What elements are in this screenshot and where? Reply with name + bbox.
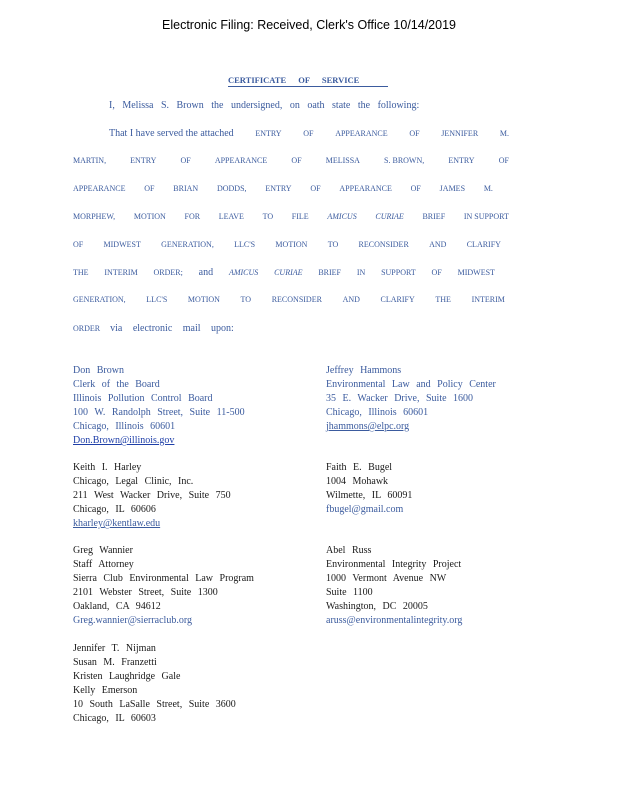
body-word: OF xyxy=(144,184,155,193)
body-word: APPEARANCE xyxy=(214,156,268,165)
recipient-email[interactable]: Greg.wannier@sierraclub.org xyxy=(73,615,192,626)
body-line-3 xyxy=(73,184,493,193)
recipient-line: Chicago, Illinois 60601 xyxy=(326,407,429,418)
recipient-line: Chicago, IL 60606 xyxy=(73,504,156,515)
recipient-line: Staff Attorney xyxy=(73,559,134,570)
body-word: GENERATION, xyxy=(161,240,214,249)
body-word: LEAVE xyxy=(218,212,244,221)
body-word: CURIAE xyxy=(274,268,303,277)
body-word: OF xyxy=(180,156,191,165)
body-word: AMICUS xyxy=(228,268,259,277)
recipient-name: Abel Russ xyxy=(326,545,372,556)
recipient-email[interactable]: aruss@environmentalintegrity.org xyxy=(326,615,463,626)
recipient-block-greg-wannier xyxy=(73,544,254,628)
body-word: MOTION xyxy=(275,240,308,249)
recipient-line: Clerk of the Board xyxy=(73,379,160,390)
recipient-line: Sierra Club Environmental Law Program xyxy=(73,573,254,584)
body-word: LLC'S xyxy=(234,240,256,249)
body-word: M. xyxy=(499,129,509,138)
body-line-2 xyxy=(73,156,509,165)
recipient-line: Suite 1100 xyxy=(326,587,373,598)
body-word: RECONSIDER xyxy=(271,295,322,304)
recipient-line: Washington, DC 20005 xyxy=(326,601,428,612)
intro-statement: I, Melissa S. Brown the undersigned, on oath state the following: xyxy=(109,100,420,111)
body-word: OF xyxy=(409,129,420,138)
body-word: MELISSA xyxy=(325,156,360,165)
body-word: IN xyxy=(356,268,366,277)
body-word: M. xyxy=(483,184,493,193)
recipient-email-link[interactable]: jhammons@elpc.org xyxy=(326,421,410,432)
body-word: MARTIN, xyxy=(73,156,107,165)
body-line-1 xyxy=(109,128,509,139)
body-line-4 xyxy=(73,212,509,221)
body-word: APPEARANCE xyxy=(73,184,126,193)
recipient-name: Keith I. Harley xyxy=(73,462,142,473)
body-word: BRIEF xyxy=(318,268,341,277)
body-word: FOR xyxy=(184,212,201,221)
recipient-line: 10 South LaSalle Street, Suite 3600 xyxy=(73,699,236,710)
recipient-block-abel-russ xyxy=(326,544,462,628)
body-word: APPEARANCE xyxy=(335,129,388,138)
recipient-line: 100 W. Randolph Street, Suite 11-500 xyxy=(73,407,245,418)
body-word: TO xyxy=(262,212,274,221)
body-word: JAMES xyxy=(439,184,466,193)
recipient-name: Don Brown xyxy=(73,365,124,376)
body-word: OF xyxy=(291,156,302,165)
recipient-line: Illinois Pollution Control Board xyxy=(73,393,213,404)
body-word: OF xyxy=(310,184,321,193)
body-word: CLARIFY xyxy=(466,240,501,249)
body-word: GENERATION, xyxy=(73,295,126,304)
body-word: ENTRY xyxy=(130,156,157,165)
body-word: INTERIM xyxy=(104,268,138,277)
recipient-name: Faith E. Bugel xyxy=(326,462,393,473)
recipient-line: Oakland, CA 94612 xyxy=(73,601,161,612)
body-word: TO xyxy=(240,295,252,304)
body-line-6 xyxy=(73,267,495,278)
body-word: ENTRY xyxy=(255,129,282,138)
body-word: DODDS, xyxy=(216,184,247,193)
recipient-name: Susan M. Franzetti xyxy=(73,657,157,668)
body-word: CURIAE xyxy=(375,212,404,221)
recipient-line: 211 West Wacker Drive, Suite 750 xyxy=(73,490,231,501)
recipient-block-faith-bugel xyxy=(326,461,412,517)
body-word: MIDWEST xyxy=(457,268,495,277)
body-word: ENTRY xyxy=(448,156,475,165)
body-word: JENNIFER xyxy=(441,129,479,138)
body-line-5 xyxy=(73,240,501,249)
body-line-7 xyxy=(73,295,505,304)
recipient-line: Environmental Law and Policy Center xyxy=(326,379,496,390)
recipient-line: Chicago, IL 60603 xyxy=(73,713,156,724)
body-word: RECONSIDER xyxy=(358,240,409,249)
body-word: CLARIFY xyxy=(380,295,415,304)
recipient-line: Chicago, Legal Clinic, Inc. xyxy=(73,476,194,487)
body-word: OF xyxy=(73,240,84,249)
body-word: That I have served the attached xyxy=(109,128,234,139)
body-word: ENTRY xyxy=(265,184,292,193)
body-word: MORPHEW, xyxy=(73,212,116,221)
recipient-line: 35 E. Wacker Drive, Suite 1600 xyxy=(326,393,474,404)
recipient-name: Jeffrey Hammons xyxy=(326,365,402,376)
recipient-block-jennifer-nijman xyxy=(73,642,236,726)
body-word: APPEARANCE xyxy=(339,184,392,193)
body-word: OF xyxy=(431,268,442,277)
body-word: ORDER; xyxy=(153,268,183,277)
body-word: MOTION xyxy=(187,295,220,304)
body-word: BRIEF xyxy=(422,212,446,221)
body-word: THE xyxy=(435,295,451,304)
body-word: MOTION xyxy=(133,212,166,221)
body-word: LLC'S xyxy=(146,295,168,304)
body-word: THE xyxy=(73,268,89,277)
body-word: and xyxy=(198,267,214,278)
recipient-email[interactable]: fbugel@gmail.com xyxy=(326,504,404,515)
body-word: AMICUS xyxy=(327,212,357,221)
recipient-line: 2101 Webster Street, Suite 1300 xyxy=(73,587,218,598)
certificate-title: CERTIFICATE OF SERVICE xyxy=(228,75,388,87)
body-word: IN SUPPORT xyxy=(463,212,509,221)
recipient-email-link[interactable]: kharley@kentlaw.edu xyxy=(73,518,161,529)
body-word: S. BROWN, xyxy=(384,156,425,165)
body-word: BRIAN xyxy=(173,184,199,193)
body-word: TO xyxy=(327,240,339,249)
body-word: INTERIM xyxy=(471,295,505,304)
filing-stamp: Electronic Filing: Received, Clerk's Office 10/14/2019 xyxy=(162,18,456,32)
recipient-name: Greg Wannier xyxy=(73,545,133,556)
recipient-name: Kelly Emerson xyxy=(73,685,138,696)
recipient-block-don-brown xyxy=(73,364,245,448)
recipient-name: Jennifer T. Nijman xyxy=(73,643,156,654)
recipient-line: Chicago, Illinois 60601 xyxy=(73,421,176,432)
body-word: ORDER xyxy=(73,324,101,333)
body-word: AND xyxy=(429,240,447,249)
body-word: MIDWEST xyxy=(103,240,141,249)
body-word: SUPPORT xyxy=(381,268,416,277)
recipient-line: 1000 Vermont Avenue NW xyxy=(326,573,447,584)
body-word: FILE xyxy=(291,212,309,221)
recipient-email-link[interactable]: Don.Brown@illinois.gov xyxy=(73,435,175,446)
body-word: AND xyxy=(342,295,360,304)
recipient-name: Kristen Laughridge Gale xyxy=(73,671,181,682)
body-word: OF xyxy=(498,156,509,165)
body-line-8 xyxy=(73,323,234,334)
recipient-line: Environmental Integrity Project xyxy=(326,559,462,570)
recipient-block-keith-harley xyxy=(73,461,231,531)
body-word: OF xyxy=(303,129,314,138)
recipient-line: Wilmette, IL 60091 xyxy=(326,490,413,501)
body-word: OF xyxy=(410,184,421,193)
body-phrase: via electronic mail upon: xyxy=(110,323,234,334)
recipient-block-jeffrey-hammons xyxy=(326,364,496,434)
recipient-line: 1004 Mohawk xyxy=(326,476,389,487)
